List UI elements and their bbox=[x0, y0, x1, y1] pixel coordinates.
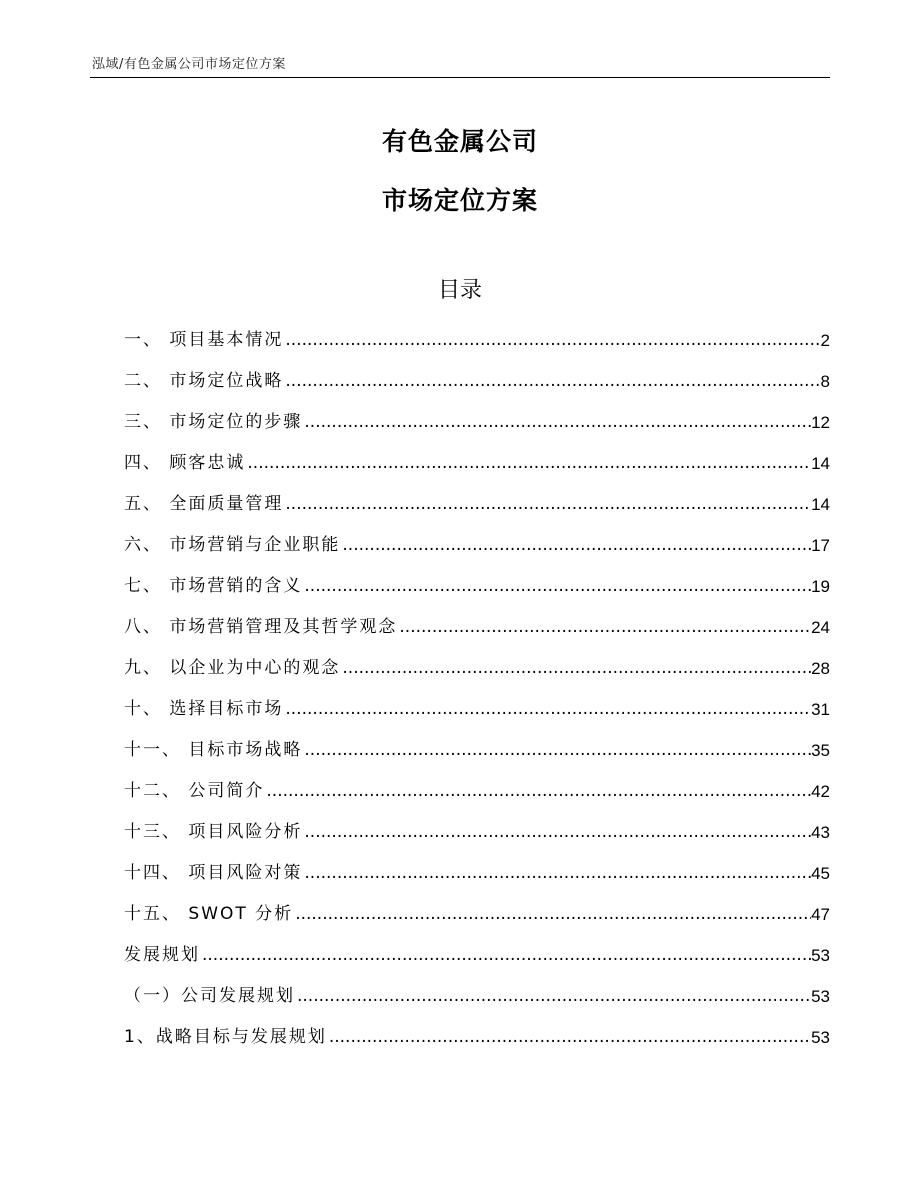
toc-leader-dots bbox=[264, 771, 811, 812]
toc-entry-page: 31 bbox=[811, 700, 830, 719]
toc-entry-page: 35 bbox=[811, 741, 830, 760]
toc-leader-dots bbox=[302, 730, 811, 771]
toc-entry[interactable] bbox=[124, 361, 830, 402]
toc-entry[interactable] bbox=[124, 402, 830, 443]
toc-leader-dots bbox=[327, 1017, 811, 1058]
toc-entry-label: 十一、 目标市场战略 bbox=[124, 740, 303, 760]
toc-leader-dots bbox=[283, 689, 811, 730]
toc-entry-page: 2 bbox=[820, 331, 830, 350]
toc-entry[interactable] bbox=[124, 525, 830, 566]
toc-entry-page: 14 bbox=[811, 495, 830, 514]
toc-entry-page: 19 bbox=[811, 577, 830, 596]
toc-entry-label: 一、 项目基本情况 bbox=[124, 330, 284, 350]
toc-entry-label: 四、 顾客忠诚 bbox=[124, 453, 246, 473]
document-title-line1: 有色金属公司 bbox=[381, 127, 538, 156]
toc-heading: 目录 bbox=[437, 278, 482, 303]
toc-entry[interactable] bbox=[124, 689, 830, 730]
toc-entry-page: 28 bbox=[811, 659, 830, 678]
toc-entry[interactable] bbox=[124, 443, 830, 484]
toc-entry-page: 53 bbox=[811, 946, 830, 965]
toc-entry-label: 八、 市场营销管理及其哲学观念 bbox=[124, 617, 398, 637]
toc-entry-page: 12 bbox=[811, 413, 830, 432]
toc-entry-page: 53 bbox=[811, 987, 830, 1006]
toc-leader-dots bbox=[397, 607, 811, 648]
header-divider bbox=[90, 77, 830, 78]
toc-leader-dots bbox=[283, 320, 820, 361]
toc-leader-dots bbox=[302, 853, 811, 894]
toc-leader-dots bbox=[283, 361, 820, 402]
document-title-line2: 市场定位方案 bbox=[381, 186, 538, 215]
toc-entry[interactable] bbox=[124, 771, 830, 812]
toc-entry-label: 七、 市场营销的含义 bbox=[124, 576, 303, 596]
toc-leader-dots bbox=[245, 443, 811, 484]
toc-entry-page: 24 bbox=[811, 618, 830, 637]
toc-entry-label: 十五、 SWOT 分析 bbox=[124, 904, 294, 924]
toc-entry[interactable] bbox=[124, 320, 830, 361]
toc-entry-label: （一）公司发展规划 bbox=[124, 986, 295, 1006]
toc-leader-dots bbox=[293, 894, 811, 935]
toc-entry-label: 十、 选择目标市场 bbox=[124, 699, 284, 719]
toc-entry-label: 五、 全面质量管理 bbox=[124, 494, 284, 514]
table-of-contents bbox=[124, 320, 830, 1058]
toc-leader-dots bbox=[302, 566, 811, 607]
toc-entry-page: 45 bbox=[811, 864, 830, 883]
toc-entry-label: 发展规划 bbox=[124, 945, 200, 965]
toc-entry-label: 九、 以企业为中心的观念 bbox=[124, 658, 341, 678]
toc-leader-dots bbox=[340, 648, 811, 689]
toc-entry-label: 三、 市场定位的步骤 bbox=[124, 412, 303, 432]
toc-entry[interactable] bbox=[124, 976, 830, 1017]
toc-entry[interactable] bbox=[124, 730, 830, 771]
toc-entry-label: 二、 市场定位战略 bbox=[124, 371, 284, 391]
toc-entry-page: 43 bbox=[811, 823, 830, 842]
toc-leader-dots bbox=[302, 812, 811, 853]
toc-entry[interactable] bbox=[124, 484, 830, 525]
toc-entry-page: 17 bbox=[811, 536, 830, 555]
toc-entry-label: 十三、 项目风险分析 bbox=[124, 822, 303, 842]
toc-entry[interactable] bbox=[124, 1017, 830, 1058]
toc-entry[interactable] bbox=[124, 607, 830, 648]
toc-entry[interactable] bbox=[124, 566, 830, 607]
toc-entry-page: 14 bbox=[811, 454, 830, 473]
toc-entry-page: 8 bbox=[820, 372, 830, 391]
toc-entry[interactable] bbox=[124, 648, 830, 689]
toc-leader-dots bbox=[200, 935, 811, 976]
toc-leader-dots bbox=[340, 525, 811, 566]
toc-entry-label: 1、战略目标与发展规划 bbox=[124, 1027, 327, 1047]
toc-leader-dots bbox=[295, 976, 811, 1017]
toc-entry-page: 53 bbox=[811, 1028, 830, 1047]
toc-entry[interactable] bbox=[124, 853, 830, 894]
toc-entry[interactable] bbox=[124, 935, 830, 976]
toc-entry[interactable] bbox=[124, 894, 830, 935]
toc-entry-label: 十二、 公司简介 bbox=[124, 781, 265, 801]
toc-entry-page: 47 bbox=[811, 905, 830, 924]
toc-entry-label: 十四、 项目风险对策 bbox=[124, 863, 303, 883]
toc-leader-dots bbox=[302, 402, 811, 443]
toc-entry-label: 六、 市场营销与企业职能 bbox=[124, 535, 341, 555]
toc-entry[interactable] bbox=[124, 812, 830, 853]
toc-entry-page: 42 bbox=[811, 782, 830, 801]
header-text: 泓域/有色金属公司市场定位方案 bbox=[92, 57, 286, 72]
toc-leader-dots bbox=[283, 484, 811, 525]
